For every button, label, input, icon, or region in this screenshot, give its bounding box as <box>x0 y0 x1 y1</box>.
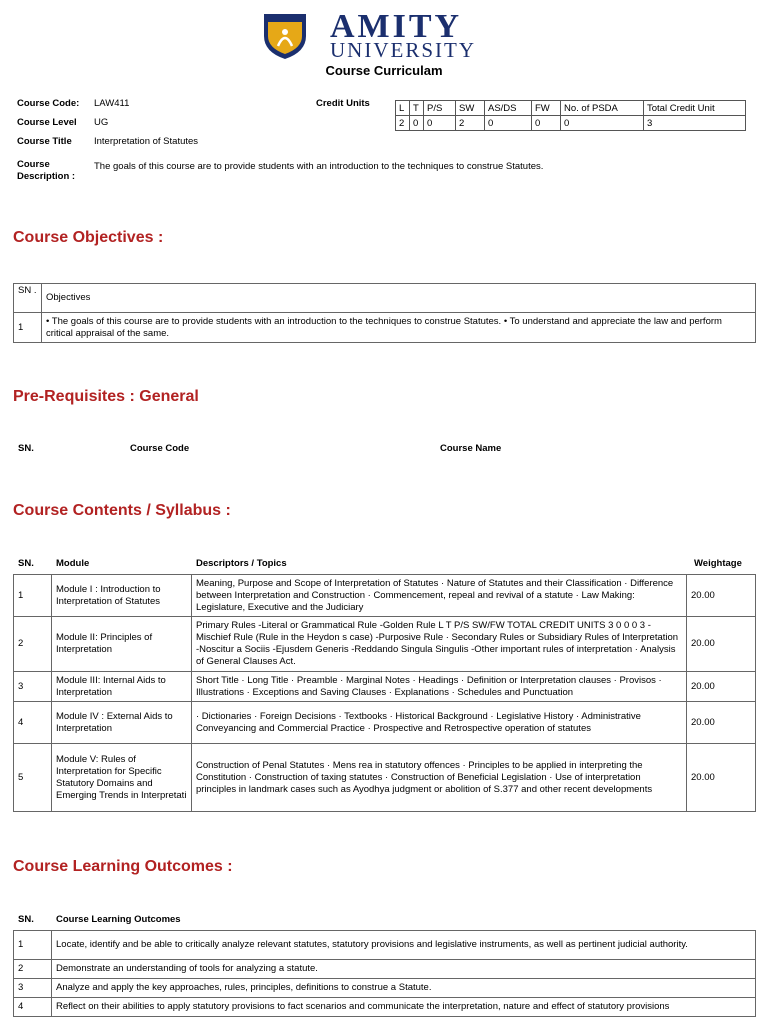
credit-units-table <box>395 100 746 131</box>
syllabus-sn-header: SN. <box>18 558 34 569</box>
module-weightage: 20.00 <box>687 744 756 812</box>
outcome-text: Reflect on their abilities to apply statutory provisions to fact scenarios and communicate the interpretation, nature and effect of statutory provisions <box>52 998 756 1017</box>
syllabus-table <box>13 574 756 812</box>
objectives-sn-header: SN . <box>14 284 42 313</box>
outcome-sn: 1 <box>14 931 52 960</box>
university-logo <box>262 10 506 62</box>
university-name-line2: UNIVERSITY <box>330 38 476 62</box>
syllabus-weightage-header: Weightage <box>694 558 742 569</box>
prerequisites-heading: Pre-Requisites : General <box>13 388 199 405</box>
amity-shield-icon <box>262 10 308 60</box>
syllabus-topics-header: Descriptors / Topics <box>196 558 287 569</box>
table-row <box>14 998 756 1017</box>
outcome-text: Demonstrate an understanding of tools for analyzing a statute. <box>52 960 756 979</box>
credit-value-cell: 2 <box>396 116 410 131</box>
credit-units-label: Credit Units <box>316 98 370 109</box>
module-weightage: 20.00 <box>687 617 756 672</box>
credit-header-cell: No. of PSDA <box>561 101 644 116</box>
credit-header-cell: T <box>410 101 424 116</box>
credit-value-cell: 0 <box>561 116 644 131</box>
outcomes-header: Course Learning Outcomes <box>56 914 181 925</box>
credit-header-cell: SW <box>456 101 485 116</box>
outcome-sn: 4 <box>14 998 52 1017</box>
module-sn: 3 <box>14 672 52 702</box>
course-description-label-line2: Description : <box>17 171 76 182</box>
table-row <box>14 702 756 744</box>
objective-text: • The goals of this course are to provide students with an introduction to the techniques to construe Statutes. • To understand and appreciate the law and perform critical appraisal of the same. <box>42 313 756 343</box>
university-name-line1: AMITY <box>330 8 463 45</box>
outcomes-table <box>13 930 756 1017</box>
module-topics: Short Title · Long Title · Preamble · Marginal Notes · Headings · Definition or Interpretation clauses · Provisos · Illustrations · Exceptions and Saving Clauses · Explanations · Schedules and Punctuation <box>192 672 687 702</box>
course-title-value: Interpretation of Statutes <box>94 136 199 147</box>
table-row <box>14 979 756 998</box>
outcome-text: Analyze and apply the key approaches, rules, principles, definitions to construe a Statute. <box>52 979 756 998</box>
outcome-sn: 2 <box>14 960 52 979</box>
objectives-header: Objectives <box>42 284 756 313</box>
credit-header-cell: Total Credit Unit <box>644 101 746 116</box>
credit-header-row <box>396 101 746 116</box>
module-name: Module I : Introduction to Interpretation of Statutes <box>52 575 192 617</box>
module-name: Module II: Principles of Interpretation <box>52 617 192 672</box>
module-weightage: 20.00 <box>687 672 756 702</box>
syllabus-module-header: Module <box>56 558 90 569</box>
credit-value-cell: 0 <box>410 116 424 131</box>
objectives-heading: Course Objectives : <box>13 229 164 246</box>
course-description-label <box>17 159 75 183</box>
module-topics: Meaning, Purpose and Scope of Interpretation of Statutes · Nature of Statutes and their Classification · Difference between Interpretation and Construction · Commencement, repeal and revival of a statute · Law Making: Legislature, Executive and the Judiciary <box>192 575 687 617</box>
credit-header-cell: FW <box>532 101 561 116</box>
course-code-value: LAW411 <box>94 98 130 109</box>
course-description-label-line1: Course <box>17 159 50 170</box>
outcomes-sn-header: SN. <box>18 914 34 925</box>
table-row <box>14 931 756 960</box>
syllabus-heading: Course Contents / Syllabus : <box>13 502 231 519</box>
credit-value-cell: 0 <box>424 116 456 131</box>
table-header-row <box>14 284 756 313</box>
credit-value-cell: 0 <box>485 116 532 131</box>
outcome-text: Locate, identify and be able to critically analyze relevant statutes, statutory provisions and legislative instruments, as well as pertinent judicial authority. <box>52 931 756 960</box>
objective-sn: 1 <box>14 313 42 343</box>
credit-header-cell: P/S <box>424 101 456 116</box>
module-name: Module IV : External Aids to Interpretation <box>52 702 192 744</box>
prereq-sn-header: SN. <box>18 443 34 454</box>
prereq-code-header: Course Code <box>130 443 190 454</box>
document-title: Course Curriculam <box>325 63 443 78</box>
credit-value-cell: 0 <box>532 116 561 131</box>
course-level-label: Course Level <box>17 117 77 128</box>
module-sn: 4 <box>14 702 52 744</box>
module-topics: Primary Rules -Literal or Grammatical Rule -Golden Rule L T P/S SW/FW TOTAL CREDIT UNITS 3 0 0 0 3 -Mischief Rule (Rule in the Heydon s case) -Purposive Rule · Secondary Rules or Subsidiary Rules of Interpretation -Noscitur a Sociis -Ejusdem Generis -Reddando Singula Singulis -Other important rules of interpretation · Analysis of General Clauses Act. <box>192 617 687 672</box>
module-weightage: 20.00 <box>687 702 756 744</box>
credit-header-cell: AS/DS <box>485 101 532 116</box>
course-title-label: Course Title <box>17 136 72 147</box>
table-row <box>14 672 756 702</box>
course-level-value: UG <box>94 117 109 128</box>
table-row <box>14 617 756 672</box>
module-weightage: 20.00 <box>687 575 756 617</box>
module-sn: 1 <box>14 575 52 617</box>
outcomes-heading: Course Learning Outcomes : <box>13 858 233 875</box>
prereq-name-header: Course Name <box>440 443 502 454</box>
table-row <box>14 313 756 343</box>
credit-value-cell: 3 <box>644 116 746 131</box>
table-row <box>14 744 756 812</box>
credit-header-cell: L <box>396 101 410 116</box>
module-topics: · Dictionaries · Foreign Decisions · Textbooks · Historical Background · Legislative History · Administrative Conveyancing and Commercial Practice · Prospective and Retrospective operation of statutes <box>192 702 687 744</box>
credit-value-cell: 2 <box>456 116 485 131</box>
module-name: Module III: Internal Aids to Interpretation <box>52 672 192 702</box>
module-topics: Construction of Penal Statutes · Mens rea in statutory offences · Principles to be applied in interpreting the Constitution · Construction of taxing statutes · Construction of Beneficial Legislation · Use of interpretation principles in landmark cases such as Ayodhya judgment or abolition of S.377 and other recent developments <box>192 744 687 812</box>
module-sn: 2 <box>14 617 52 672</box>
table-row <box>14 960 756 979</box>
course-code-label: Course Code: <box>17 98 80 109</box>
module-name: Module V: Rules of Interpretation for Specific Statutory Domains and Emerging Trends in Interpretati <box>52 744 192 812</box>
course-description-value: The goals of this course are to provide students with an introduction to the techniques to construe Statutes. <box>94 161 544 172</box>
module-sn: 5 <box>14 744 52 812</box>
objectives-table <box>13 283 756 343</box>
credit-value-row <box>396 116 746 131</box>
table-row <box>14 575 756 617</box>
outcome-sn: 3 <box>14 979 52 998</box>
